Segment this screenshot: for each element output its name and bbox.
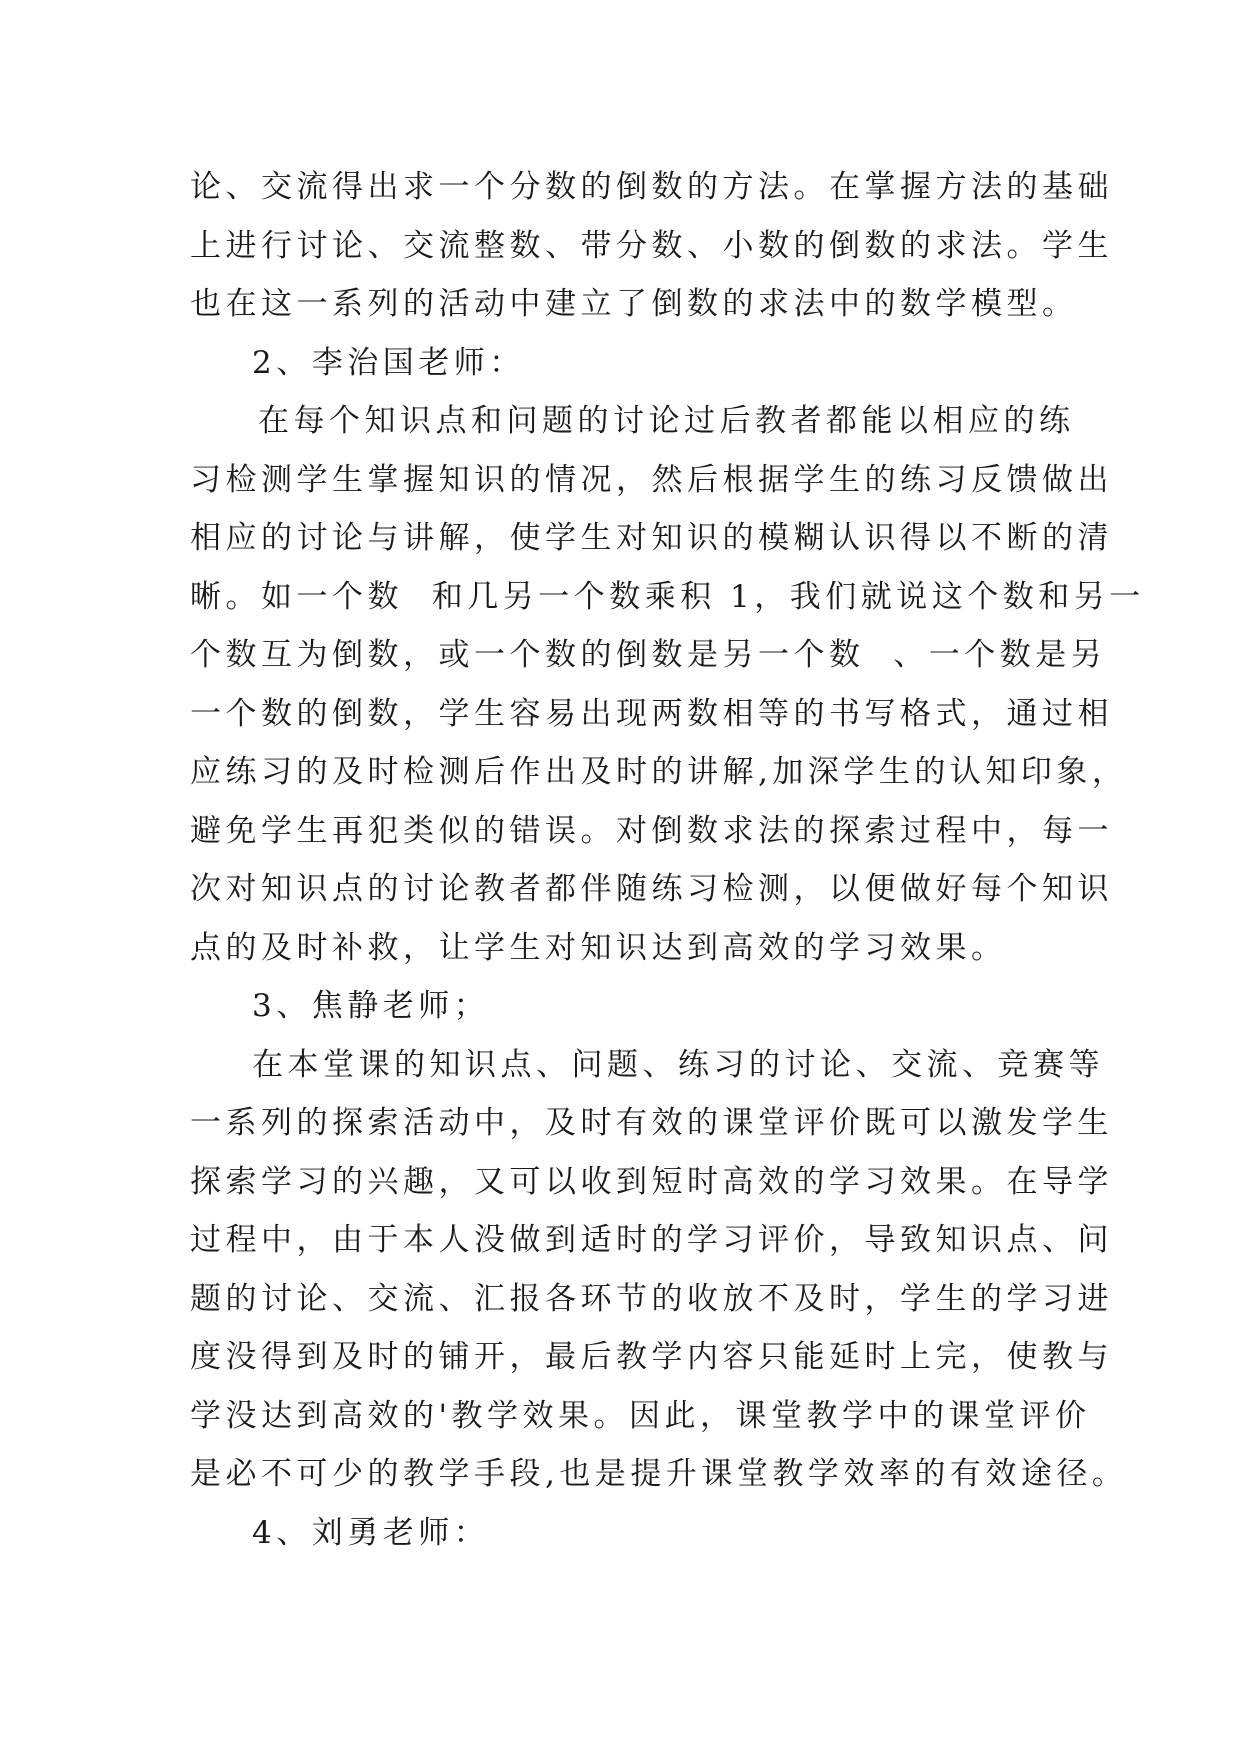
section-heading: 4、刘勇老师：: [252, 1514, 490, 1551]
text-line: 是必不可少的教学手段,也是提升课堂教学效率的有效途径。: [190, 1456, 1128, 1492]
text-line: 相应的讨论与讲解，使学生对知识的模糊认识得以不断的清: [190, 520, 1113, 556]
text-line: 晰。如一个数 和几另一个数乘积 1，我们就说这个数和另一: [190, 578, 1145, 615]
text-line: 在本堂课的知识点、问题、练习的讨论、交流、竞赛等: [252, 1046, 1104, 1083]
text-line: 题的讨论、交流、汇报各环节的收放不及时，学生的学习进: [190, 1280, 1113, 1317]
text-line: 避免学生再犯类似的错误。对倒数求法的探索过程中，每一: [190, 812, 1113, 849]
text-line: 在每个知识点和问题的讨论过后教者都能以相应的练: [258, 403, 1075, 439]
text-line: 次对知识点的讨论教者都伴随练习检测，以便做好每个知识: [190, 871, 1113, 907]
text-line: 一个数的倒数，学生容易出现两数相等的书写格式，通过相: [190, 695, 1113, 732]
text-line: 上进行讨论、交流整数、带分数、小数的倒数的求法。学生: [190, 227, 1113, 264]
text-line: 过程中，由于本人没做到适时的学习评价，导致知识点、问: [190, 1222, 1113, 1258]
text-line: 学没达到高效的'教学效果。因此，课堂教学中的课堂评价: [190, 1397, 1091, 1434]
text-line: 探索学习的兴趣，又可以收到短时高效的学习效果。在导学: [190, 1163, 1113, 1200]
section-heading: 2、李治国老师：: [252, 344, 525, 381]
text-line: 点的及时补救，让学生对知识达到高效的学习效果。: [190, 929, 1007, 966]
text-line: 也在这一系列的活动中建立了倒数的求法中的数学模型。: [190, 286, 1078, 322]
text-line: 习检测学生掌握知识的情况，然后根据学生的练习反馈做出: [190, 461, 1113, 498]
section-heading: 3、焦静老师；: [252, 988, 490, 1024]
text-line: 度没得到及时的铺开，最后教学内容只能延时上完，使教与: [190, 1339, 1113, 1375]
text-line: 论、交流得出求一个分数的倒数的方法。在掌握方法的基础: [190, 169, 1113, 205]
text-line: 一系列的探索活动中，及时有效的课堂评价既可以激发学生: [190, 1105, 1113, 1141]
document-body: [190, 158, 1145, 1562]
text-line: 应练习的及时检测后作出及时的讲解,加深学生的认知印象，: [190, 754, 1128, 790]
text-line: 个数互为倒数，或一个数的倒数是另一个数 、一个数是另: [190, 637, 1107, 673]
